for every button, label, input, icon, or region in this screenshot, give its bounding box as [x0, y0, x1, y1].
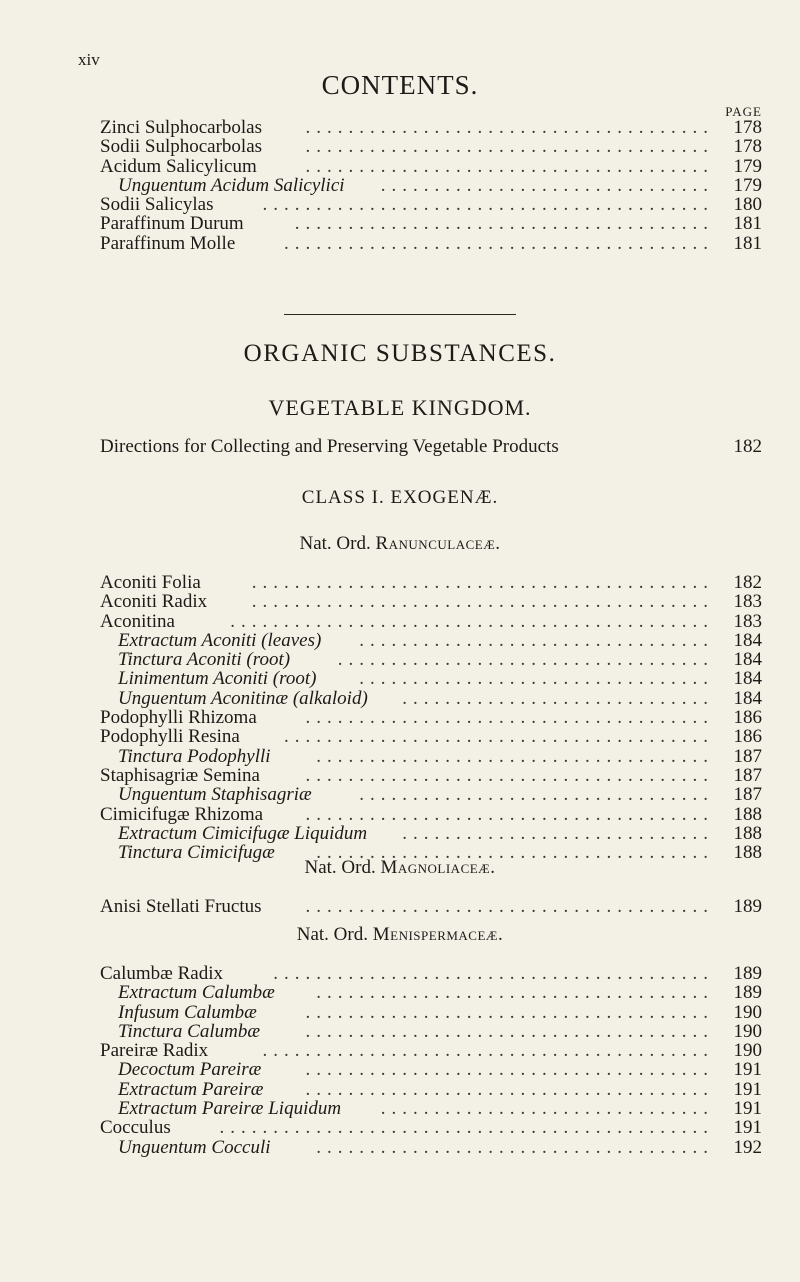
leader-dots: ......................................: [305, 1020, 714, 1042]
section-divider: [284, 314, 516, 315]
toc-entry: [100, 897, 762, 916]
leader-dots: ......................................: [305, 1078, 714, 1100]
entry-title: Aconiti Folia: [100, 572, 201, 593]
leader-dots: ........................................: [284, 232, 714, 254]
entry-title: Tinctura Cimicifugæ: [118, 842, 275, 864]
leader-dots: .............................................: [230, 610, 714, 632]
toc-entry: [100, 964, 762, 983]
entry-page: 178: [733, 136, 762, 158]
toc-entry: [100, 824, 762, 843]
order-entries: [100, 573, 762, 862]
toc-entry: [100, 592, 762, 611]
entry-page: 190: [733, 1020, 762, 1042]
entry-page: 192: [733, 1136, 762, 1158]
heading-kingdom: VEGETABLE KINGDOM.: [268, 395, 532, 420]
entry-page: 188: [733, 803, 762, 825]
leader-dots: ..........................................: [262, 194, 714, 216]
toc-entry: [100, 195, 762, 214]
order-prefix: Nat. Ord.: [299, 533, 371, 554]
order-heading: [0, 857, 800, 879]
toc-entry: [100, 214, 762, 233]
toc-entry: [100, 137, 762, 156]
heading-organic: ORGANIC SUBSTANCES.: [243, 340, 557, 367]
entry-page: 181: [733, 213, 762, 235]
entry-page: 189: [733, 896, 762, 917]
order-name: Magnoliaceæ.: [380, 857, 496, 878]
entry-page: 184: [733, 687, 762, 709]
toc-entry: [100, 747, 762, 766]
page-column-label: PAGE: [725, 104, 762, 119]
entry-page: 183: [733, 610, 762, 632]
order-prefix: Nat. Ord.: [296, 924, 368, 945]
entry-title: Calumbæ Radix: [100, 963, 223, 984]
entry-title: Unguentum Cocculi: [118, 1136, 271, 1158]
toc-entry: [100, 727, 762, 746]
heading-class: CLASS I. EXOGENÆ.: [301, 487, 499, 508]
toc-entry: [100, 708, 762, 727]
entry-title: Unguentum Acidum Salicylici: [118, 174, 345, 196]
entry-page: 181: [733, 232, 762, 254]
leader-dots: ...........................................: [251, 572, 714, 593]
leader-dots: .....................................: [316, 1136, 714, 1158]
leader-dots: .............................: [402, 822, 714, 844]
entry-title: Cimicifugæ Rhizoma: [100, 803, 264, 825]
entry-title: Extractum Calumbæ: [118, 982, 275, 1004]
entry-title: Extractum Cimicifugæ Liquidum: [118, 822, 368, 844]
entry-title: Linimentum Aconiti (root): [118, 668, 317, 690]
toc-entry: [100, 1041, 762, 1060]
entry-title: Acidum Salicylicum: [100, 155, 257, 177]
entry-page: 178: [733, 117, 762, 138]
entry-page: 190: [733, 1040, 762, 1062]
top-entries-list: [100, 118, 762, 253]
leader-dots: ......................................: [305, 707, 714, 729]
entry-title: Tinctura Aconiti (root): [118, 649, 291, 671]
roman-page-number: xiv: [78, 50, 100, 69]
toc-entry: [100, 1118, 762, 1137]
entry-title: Extractum Pareiræ: [118, 1078, 264, 1100]
entry-title: Aconitina: [100, 610, 175, 632]
leader-dots: .......................................: [294, 213, 714, 235]
entry-page: 187: [733, 784, 762, 806]
entry-page: 179: [733, 155, 762, 177]
directions-entry: [100, 436, 762, 458]
toc-entry: [100, 1138, 762, 1157]
order-entries: [100, 964, 762, 1157]
leader-dots: ......................................: [305, 155, 714, 177]
toc-entry: [100, 689, 762, 708]
toc-entry: [100, 234, 762, 253]
entry-title: Anisi Stellati Fructus: [100, 896, 262, 917]
entry-title: Unguentum Staphisagriæ: [118, 784, 312, 806]
entry-title: Decoctum Pareiræ: [118, 1059, 262, 1081]
entry-page: 187: [733, 764, 762, 786]
order-entries: [100, 897, 762, 916]
leader-dots: ......................................: [305, 896, 714, 917]
entry-title: Paraffinum Molle: [100, 232, 236, 254]
entry-page: 184: [733, 668, 762, 690]
toc-entry: [100, 118, 762, 137]
entry-title: Unguentum Aconitinæ (alkaloid): [118, 687, 368, 709]
leader-dots: .........................................: [273, 963, 714, 984]
entry-title: Pareiræ Radix: [100, 1040, 209, 1062]
toc-entry: [100, 983, 762, 1002]
toc-entry: [100, 612, 762, 631]
entry-title: Podophylli Rhizoma: [100, 707, 257, 729]
leader-dots: .....................................: [316, 842, 714, 864]
leader-dots: ..........................................: [262, 1040, 714, 1062]
entry-title: Aconiti Radix: [100, 591, 208, 613]
toc-entry: [100, 1022, 762, 1041]
leader-dots: .....................................: [316, 982, 714, 1004]
entry-title: Zinci Sulphocarbolas: [100, 117, 262, 138]
toc-entry: [100, 176, 762, 195]
entry-page: 186: [733, 707, 762, 729]
entry-page: 191: [733, 1059, 762, 1081]
leader-dots: ...................................: [337, 649, 714, 671]
leader-dots: .................................: [359, 629, 714, 651]
entry-page: 182: [733, 572, 762, 593]
leader-dots: ......................................: [305, 1059, 714, 1081]
leader-dots: ...........................................: [251, 591, 714, 613]
toc-entry: [100, 157, 762, 176]
entry-title: Paraffinum Durum: [100, 213, 244, 235]
entry-page: 186: [733, 726, 762, 748]
toc-entry: [100, 573, 762, 592]
entry-page: 189: [733, 963, 762, 984]
leader-dots: .................................: [359, 784, 714, 806]
entry-page: 187: [733, 745, 762, 767]
entry-page: 191: [733, 1117, 762, 1139]
toc-entry: [100, 805, 762, 824]
entry-title: Staphisagriæ Semina: [100, 764, 260, 786]
toc-entry: [100, 785, 762, 804]
entry-title: Sodii Sulphocarbolas: [100, 136, 263, 158]
toc-entry: [100, 669, 762, 688]
entry-title: Cocculus: [100, 1117, 171, 1139]
entry-title: Extractum Aconiti (leaves): [118, 629, 322, 651]
entry-title: Tinctura Podophylli: [118, 745, 271, 767]
leader-dots: ........................................: [284, 726, 714, 748]
toc-entry: [100, 1060, 762, 1079]
entry-page: 191: [733, 1078, 762, 1100]
entry-page: 188: [733, 822, 762, 844]
entry-page: 184: [733, 629, 762, 651]
toc-entry: [100, 1080, 762, 1099]
toc-entry: [100, 1003, 762, 1022]
entry-title: Podophylli Resina: [100, 726, 240, 748]
leader-dots: .................................: [359, 668, 714, 690]
entry-title: Tinctura Calumbæ: [118, 1020, 260, 1042]
entry-page: 179: [733, 174, 762, 196]
entry-title: Extractum Pareiræ Liquidum: [118, 1098, 342, 1120]
order-heading: [0, 924, 800, 946]
order-prefix: Nat. Ord.: [304, 857, 376, 878]
leader-dots: ..............................................: [219, 1117, 714, 1139]
leader-dots: .............................: [402, 687, 714, 709]
entry-page: 190: [733, 1001, 762, 1023]
leader-dots: ...............................: [380, 1098, 714, 1120]
entry-page: 184: [733, 649, 762, 671]
leader-dots: .....................................: [316, 745, 714, 767]
entry-title: Infusum Calumbæ: [118, 1001, 257, 1023]
leader-dots: ......................................: [305, 803, 714, 825]
toc-entry: [100, 1099, 762, 1118]
leader-dots: ...............................: [380, 174, 714, 196]
entry-page: 180: [733, 194, 762, 216]
leader-dots: ......................................: [305, 1001, 714, 1023]
running-head: CONTENTS.: [321, 70, 479, 100]
entry-page: 188: [733, 842, 762, 864]
toc-entry: [100, 766, 762, 785]
order-name: Menispermaceæ.: [372, 924, 504, 945]
leader-dots: ......................................: [305, 764, 714, 786]
toc-entry: [100, 650, 762, 669]
leader-dots: ......................................: [305, 136, 714, 158]
directions-title: Directions for Collecting and Preserving Vegetable Products: [100, 436, 559, 457]
order-heading: [0, 533, 800, 555]
leader-dots: ......................................: [305, 117, 714, 138]
entry-page: 189: [733, 982, 762, 1004]
order-name: Ranunculaceæ.: [375, 533, 501, 554]
toc-entry: [100, 631, 762, 650]
entry-page: 183: [733, 591, 762, 613]
directions-page: 182: [733, 436, 762, 457]
entry-title: Sodii Salicylas: [100, 194, 214, 216]
entry-page: 191: [733, 1098, 762, 1120]
